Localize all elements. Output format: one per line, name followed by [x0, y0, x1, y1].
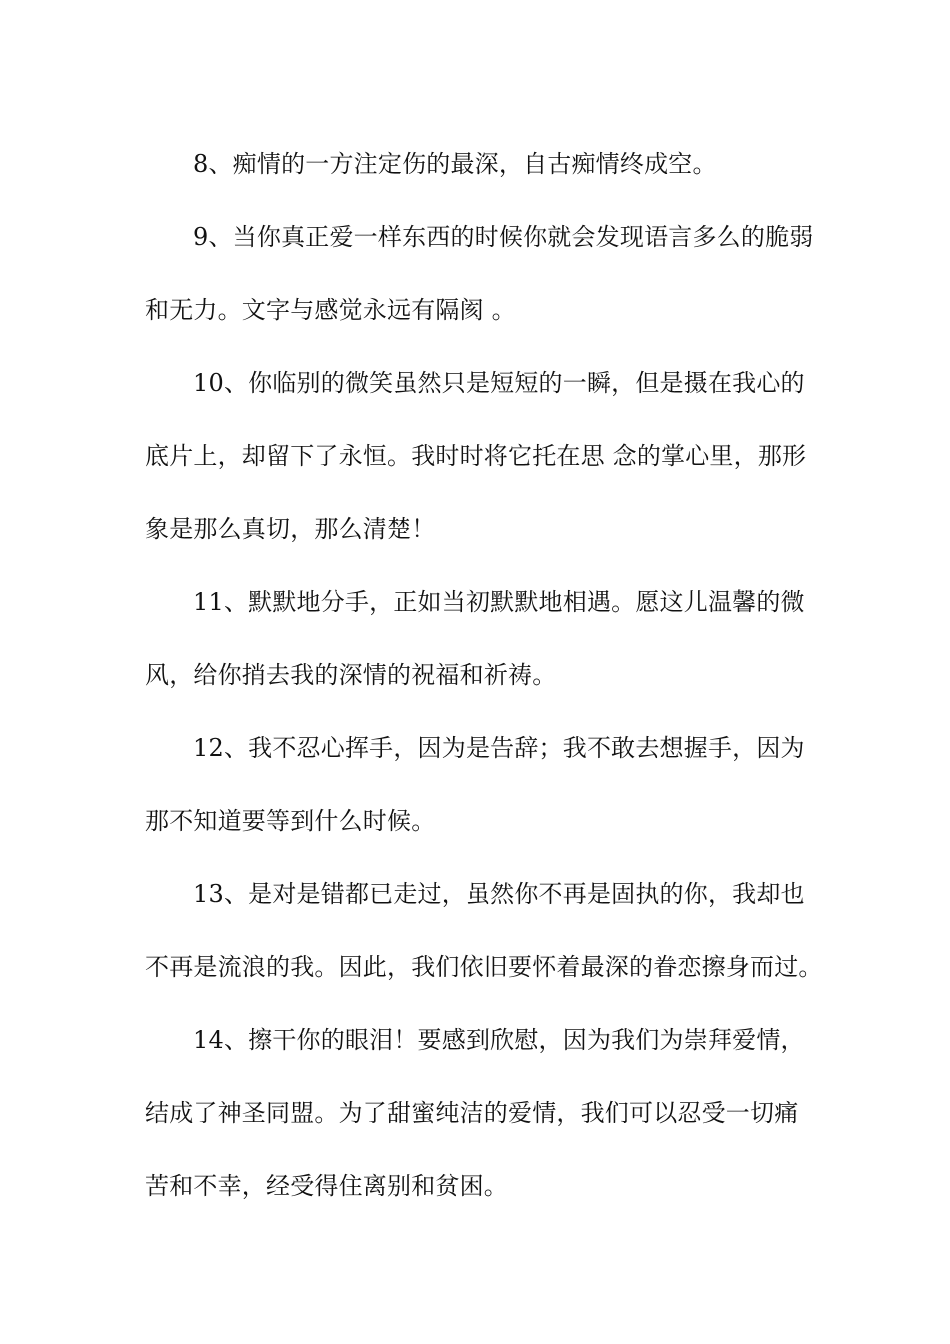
paragraph-13 [145, 858, 823, 1004]
paragraph-8 [145, 128, 810, 201]
paragraph-line: 10、你临别的微笑虽然只是短短的一瞬，但是摄在我心的 [193, 369, 805, 397]
paragraph-line: 结成了神圣同盟。为了甜蜜纯洁的爱情，我们可以忍受一切痛 [145, 1099, 799, 1127]
paragraph-line: 9、当你真正爱一样东西的时候你就会发现语言多么的脆弱 [193, 223, 814, 251]
paragraph-line: 不再是流浪的我。因此，我们依旧要怀着最深的眷恋擦身而过。 [145, 953, 823, 981]
document-body [145, 128, 823, 1223]
paragraph-line: 11、默默地分手，正如当初默默地相遇。愿这儿温馨的微 [193, 588, 805, 616]
paragraph-line: 风，给你捎去我的深情的祝福和祈祷。 [145, 661, 557, 689]
paragraph-line: 象是那么真切，那么清楚！ [145, 515, 436, 543]
paragraph-11 [145, 566, 810, 712]
paragraph-line: 苦和不幸，经受得住离别和贫困。 [145, 1172, 508, 1200]
paragraph-line: 14、擦干你的眼泪！要感到欣慰，因为我们为崇拜爱情， [193, 1026, 805, 1054]
paragraph-line: 那不知道要等到什么时候。 [145, 807, 436, 835]
paragraph-12 [145, 712, 810, 858]
paragraph-line: 13、是对是错都已走过，虽然你不再是固执的你，我却也 [193, 880, 805, 908]
paragraph-line: 和无力。文字与感觉永远有隔阂 。 [145, 296, 516, 324]
paragraph-14 [145, 1004, 810, 1223]
paragraph-10 [145, 347, 810, 566]
paragraph-9 [145, 201, 814, 347]
paragraph-line: 底片上，却留下了永恒。我时时将它托在思 念的掌心里，那形 [145, 442, 807, 470]
paragraph-line: 8、痴情的一方注定伤的最深，自古痴情终成空。 [193, 150, 717, 178]
paragraph-line: 12、我不忍心挥手，因为是告辞；我不敢去想握手，因为 [193, 734, 805, 762]
